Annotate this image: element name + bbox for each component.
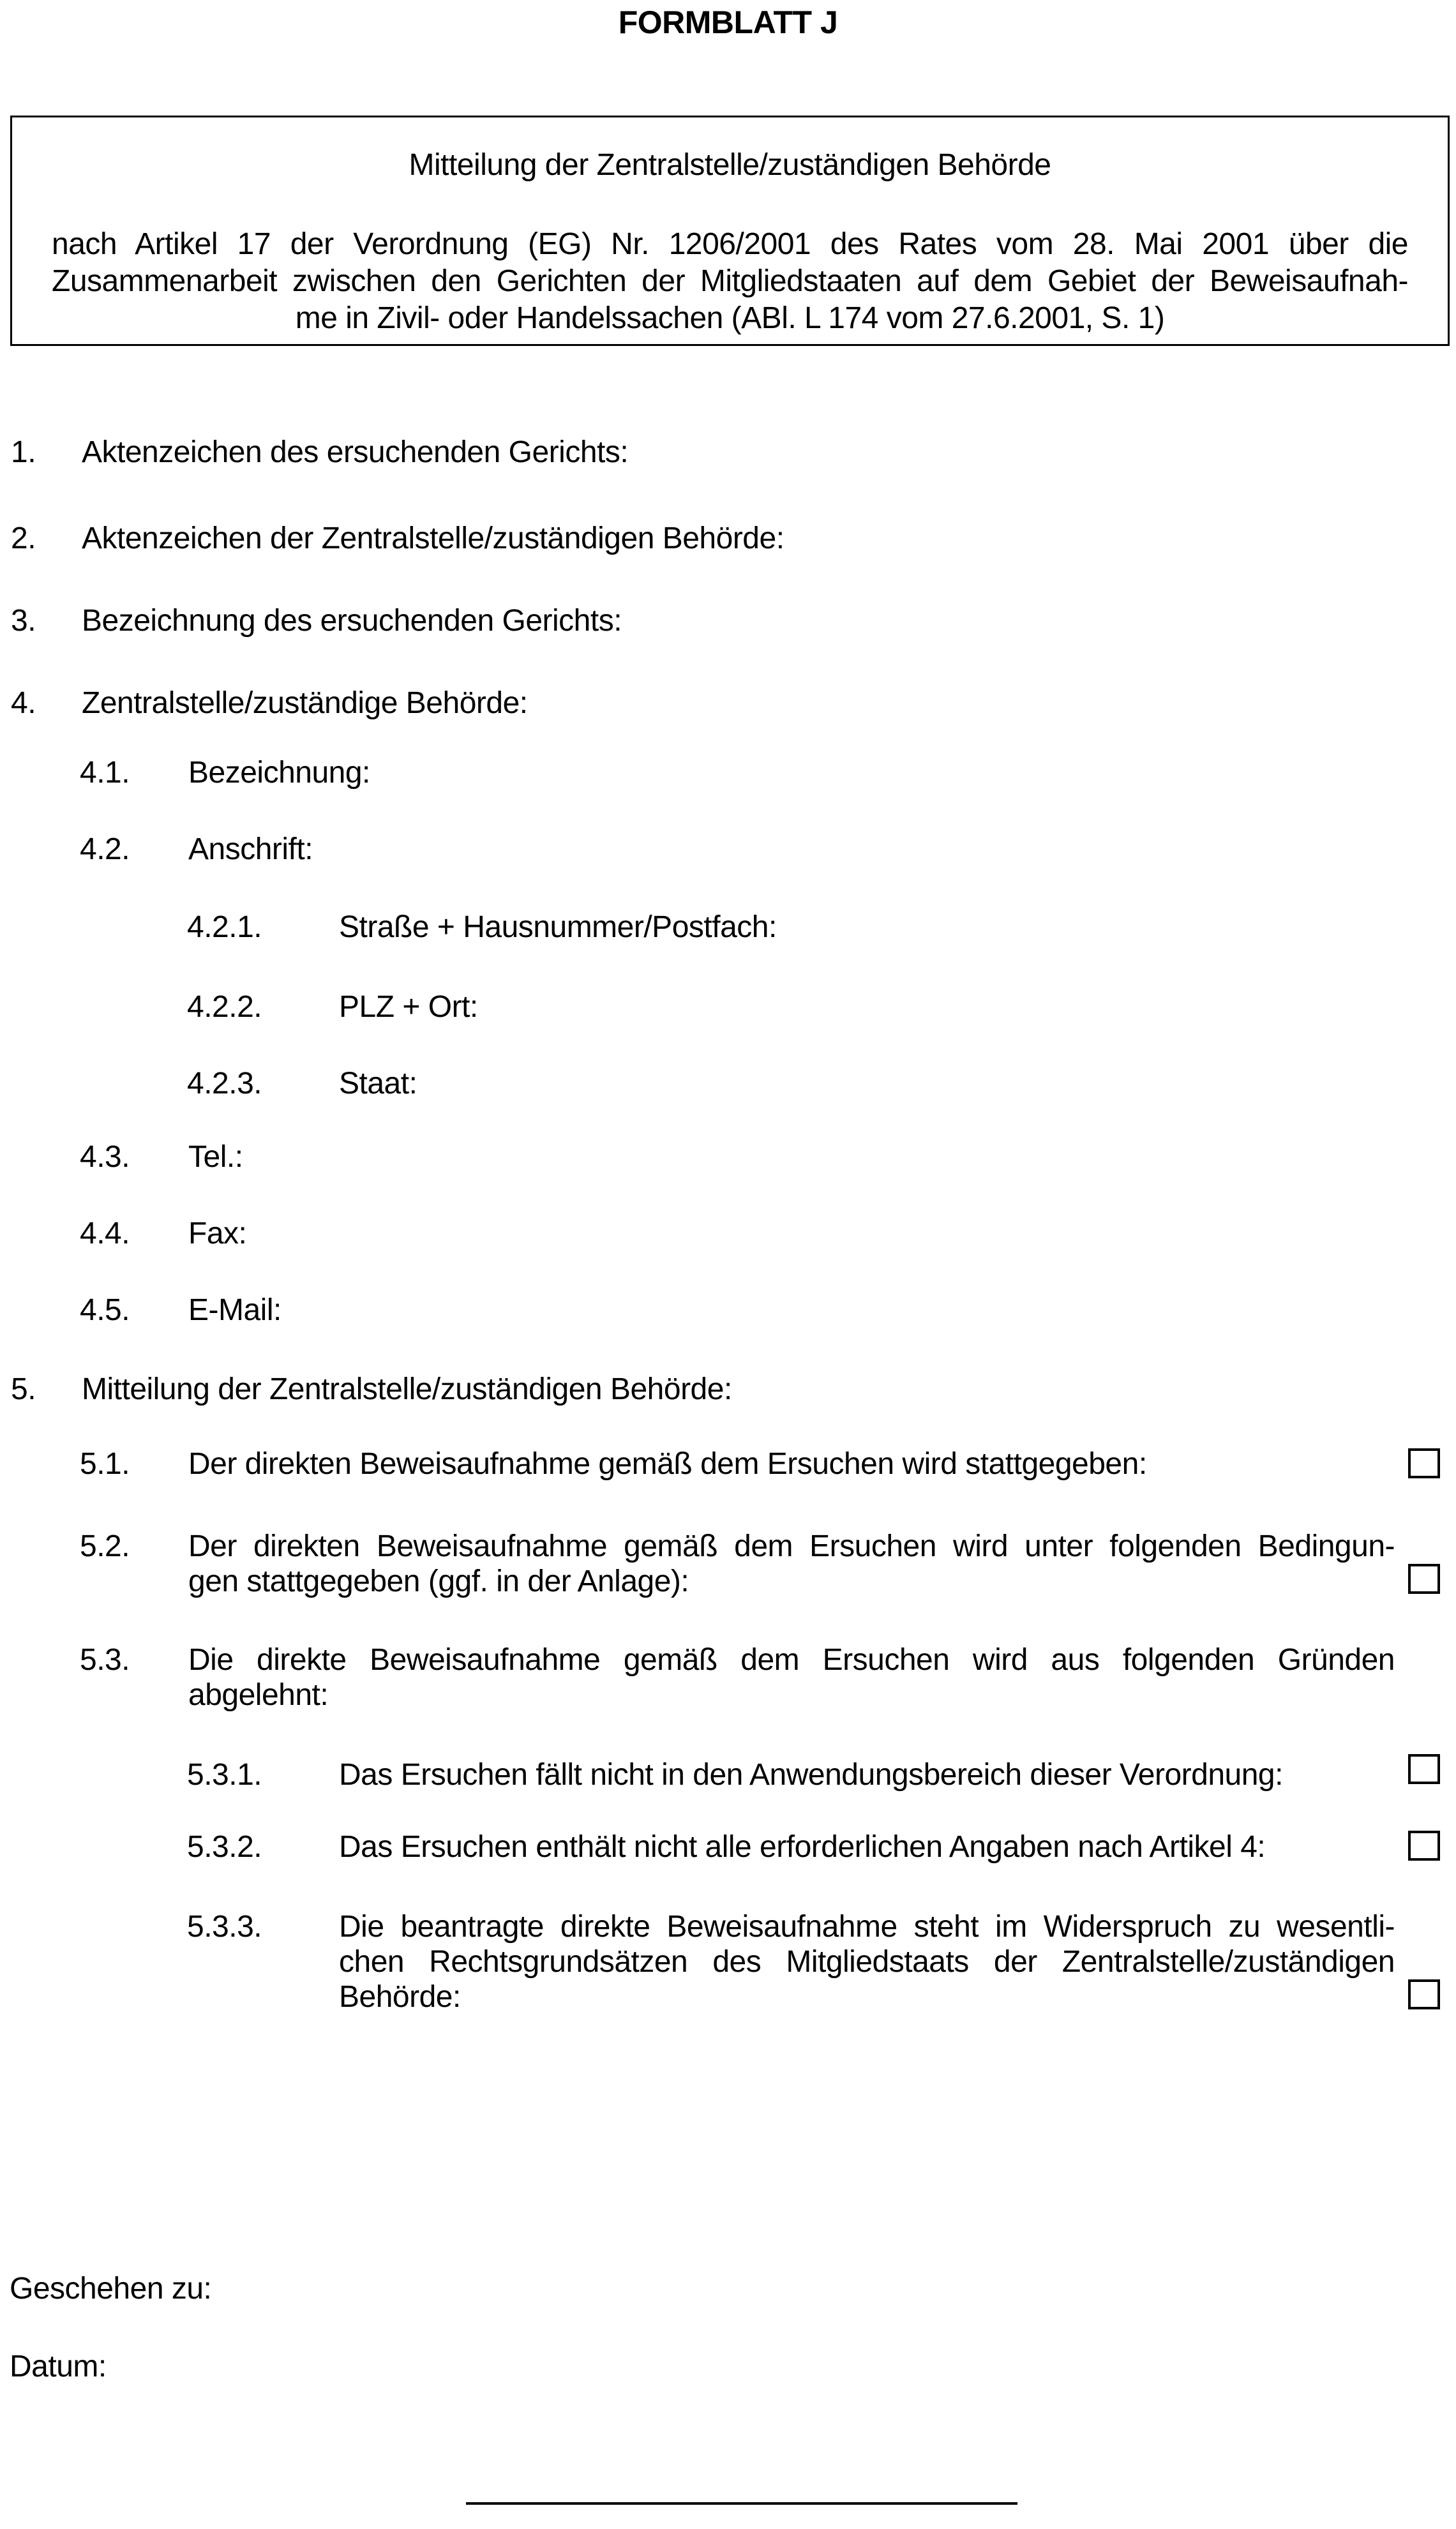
- checkbox-5-3-1[interactable]: [1408, 1754, 1440, 1784]
- item-5-3-number: 5.3.: [80, 1643, 130, 1677]
- item-4-2-1-label: Straße + Hausnummer/Postfach:: [339, 910, 777, 944]
- item-4-1-number: 4.1.: [80, 756, 130, 790]
- item-4-1-label: Bezeichnung:: [188, 756, 370, 790]
- item-4-2-3-number: 4.2.3.: [187, 1067, 262, 1100]
- notice-heading: Mitteilung der Zentralstelle/zuständigen Behörde: [409, 148, 1051, 182]
- item-4-label: Zentralstelle/zuständige Behörde:: [82, 686, 528, 720]
- item-4-2-2-label: PLZ + Ort:: [339, 990, 478, 1024]
- item-5-2-label: Der direkten Beweisaufnahme gemäß dem Ersuchen wird unter folgenden Bedingun- gen stattgegeben (ggf. in der Anlage):: [188, 1529, 1395, 1598]
- item-2-number: 2.: [11, 522, 36, 555]
- item-2-label: Aktenzeichen der Zentralstelle/zuständigen Behörde:: [82, 522, 784, 555]
- item-4-4-number: 4.4.: [80, 1217, 130, 1250]
- checkbox-5-2[interactable]: [1408, 1564, 1440, 1594]
- item-4-2-2-number: 4.2.2.: [187, 990, 262, 1024]
- item-1-label: Aktenzeichen des ersuchenden Gerichts:: [82, 435, 629, 469]
- item-5-3-1-label: Das Ersuchen fällt nicht in den Anwendungsbereich dieser Verordnung:: [339, 1758, 1283, 1792]
- page-title: FORMBLATT J: [618, 4, 838, 40]
- item-4-2-1-number: 4.2.1.: [187, 910, 262, 944]
- item-4-5-number: 4.5.: [80, 1293, 130, 1327]
- item-5-3-3-label: Die beantragte direkte Beweisaufnahme steht im Widerspruch zu wesentli- chen Rechtsgrundsätzen des Mitgliedstaats der Zentralstelle/zuständigen Behörde:: [339, 1910, 1395, 2014]
- checkbox-5-1[interactable]: [1408, 1448, 1440, 1478]
- item-4-4-label: Fax:: [188, 1217, 247, 1250]
- item-4-number: 4.: [11, 686, 36, 720]
- notice-box: [10, 116, 1450, 346]
- item-3-number: 3.: [11, 604, 36, 638]
- item-4-2-label: Anschrift:: [188, 832, 313, 866]
- item-5-2-number: 5.2.: [80, 1529, 130, 1563]
- item-1-number: 1.: [11, 435, 36, 469]
- item-5-3-1-number: 5.3.1.: [187, 1758, 262, 1792]
- item-5-3-label: Die direkte Beweisaufnahme gemäß dem Ersuchen wird aus folgenden Gründen abgelehnt:: [188, 1643, 1395, 1712]
- item-4-3-label: Tel.:: [188, 1140, 243, 1174]
- item-5-3-2-number: 5.3.2.: [187, 1830, 262, 1864]
- item-5-number: 5.: [11, 1372, 36, 1406]
- item-5-3-2-label: Das Ersuchen enthält nicht alle erforderlichen Angaben nach Artikel 4:: [339, 1830, 1266, 1864]
- notice-paragraph-line: Zusammenarbeit zwischen den Gerichten der Mitgliedstaaten auf dem Gebiet der Beweisaufnah-: [52, 264, 1408, 298]
- checkbox-5-3-3[interactable]: [1408, 1979, 1440, 2009]
- place-label: Geschehen zu:: [10, 2272, 212, 2306]
- item-4-5-label: E-Mail:: [188, 1293, 281, 1327]
- signature-line: [466, 2502, 1017, 2505]
- item-5-label: Mitteilung der Zentralstelle/zuständigen Behörde:: [82, 1372, 732, 1406]
- item-4-3-number: 4.3.: [80, 1140, 130, 1174]
- item-3-label: Bezeichnung des ersuchenden Gerichts:: [82, 604, 622, 638]
- item-5-1-label: Der direkten Beweisaufnahme gemäß dem Ersuchen wird stattgegeben:: [188, 1447, 1147, 1481]
- item-4-2-number: 4.2.: [80, 832, 130, 866]
- item-5-1-number: 5.1.: [80, 1447, 130, 1481]
- date-label: Datum:: [10, 2350, 107, 2383]
- item-4-2-3-label: Staat:: [339, 1067, 417, 1100]
- notice-paragraph-line: nach Artikel 17 der Verordnung (EG) Nr. 1206/2001 des Rates vom 28. Mai 2001 über die: [52, 227, 1408, 261]
- checkbox-5-3-2[interactable]: [1408, 1831, 1440, 1861]
- notice-paragraph-line: me in Zivil- oder Handelssachen (ABl. L 174 vom 27.6.2001, S. 1): [295, 301, 1165, 335]
- notice-paragraph: [52, 226, 1408, 337]
- item-5-3-3-number: 5.3.3.: [187, 1910, 262, 1944]
